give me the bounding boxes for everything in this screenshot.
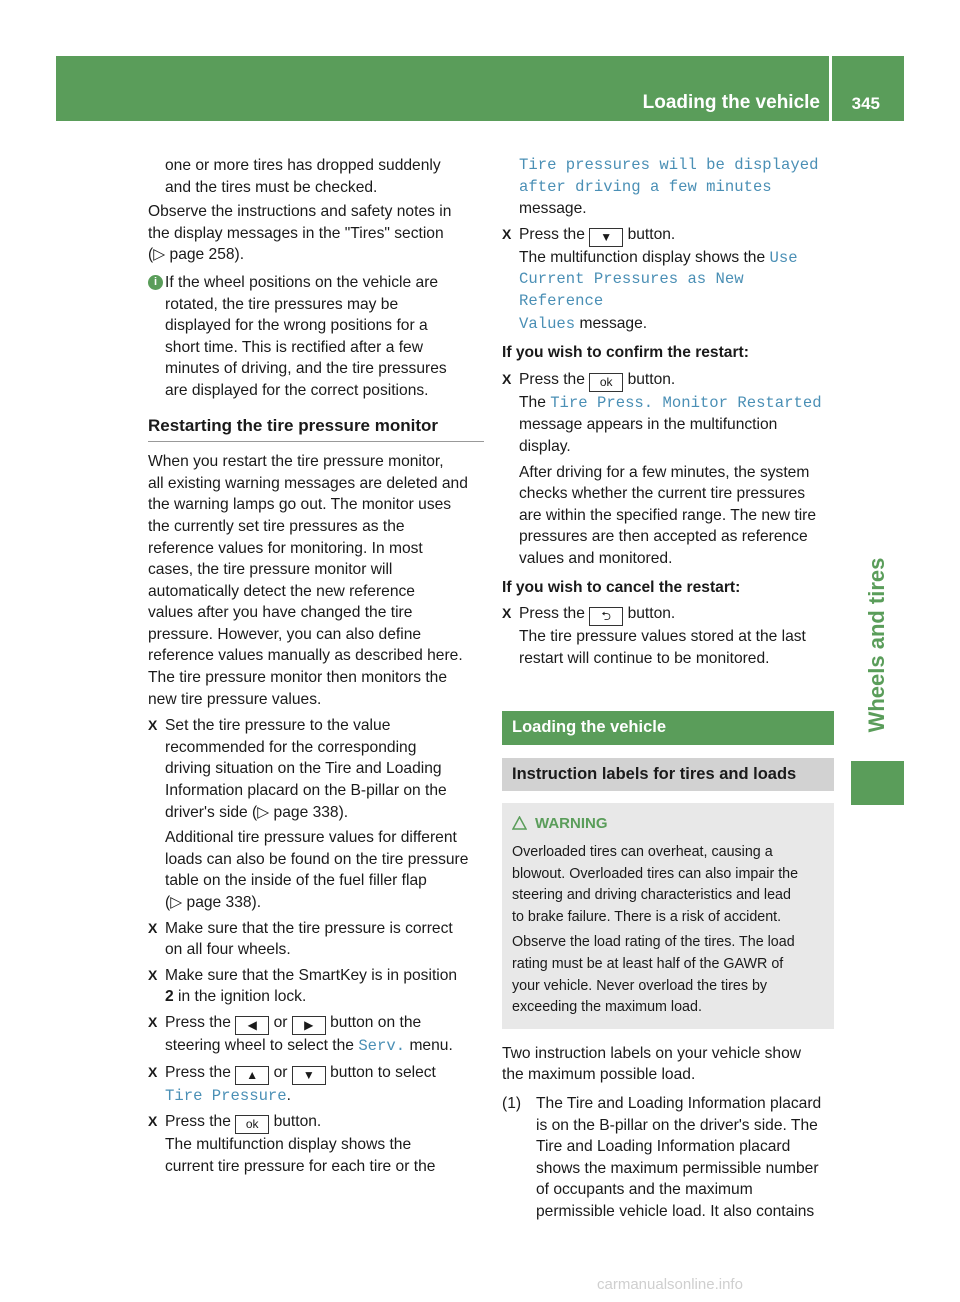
list-item (148, 715, 484, 913)
text-line: shows the maximum permissible number (536, 1159, 819, 1177)
text-fragment: . (286, 1086, 291, 1104)
text-line: driver's side (▷ page 338). (165, 803, 349, 821)
text-line: cases, the tire pressure monitor will (148, 561, 393, 579)
text-line: Additional tire pressure values for different (165, 829, 457, 847)
text-line: pressure. However, you can also define (148, 625, 422, 643)
subheading: If you wish to confirm the restart: (502, 344, 749, 362)
text-line: After driving for a few minutes, the system (519, 463, 810, 481)
text-fragment: Press the (165, 1113, 231, 1131)
text-fragment: or (273, 1013, 288, 1031)
text-line: table on the inside of the fuel filler flap (165, 872, 427, 890)
text-fragment: Press the (519, 225, 585, 243)
list-item (148, 1012, 484, 1058)
subsection-title-bar: Instruction labels for tires and loads (502, 758, 834, 792)
text-line: are within the specified range. The new tire (519, 506, 817, 524)
text-fragment: The multifunction display shows the (519, 248, 770, 266)
right-arrow-key-icon: ▶ (292, 1016, 326, 1035)
text-line: one or more tires has dropped suddenly (165, 157, 441, 174)
text-line (519, 392, 834, 415)
text-line (519, 369, 834, 392)
bullet-x-icon: X (502, 370, 512, 387)
subheading: If you wish to cancel the restart: (502, 578, 741, 596)
text-line: rating must be at least half of the GAWR of (512, 956, 784, 973)
text-line (519, 224, 834, 247)
bullet-x-icon: X (148, 1113, 158, 1130)
text-line: to brake failure. There is a risk of accident. (512, 908, 782, 925)
text-line: new tire pressure values. (148, 690, 322, 708)
page-number: 345 (851, 94, 880, 113)
text-line: restart will continue to be monitored. (519, 649, 770, 667)
list-item (502, 369, 834, 570)
text-line: reference values manually as described here. (148, 647, 463, 665)
watermark: carmanualsonline.info (597, 1276, 743, 1293)
ok-key-icon: ok (589, 373, 623, 392)
display-text: after driving a few minutes (519, 177, 772, 196)
display-text: Values (519, 314, 576, 333)
text-fragment: button. (627, 370, 676, 388)
down-arrow-key-icon: ▼ (589, 228, 623, 247)
text-line: The multifunction display shows the (165, 1136, 412, 1154)
text-line (165, 1035, 484, 1058)
text-line: Make sure that the SmartKey is in position (165, 966, 458, 984)
text-line: rotated, the tire pressures may be (165, 295, 399, 313)
text-line: the maximum possible load. (502, 1066, 696, 1084)
text-line (165, 1062, 484, 1085)
text-line: minutes of driving, and the tire pressures (165, 360, 447, 378)
text-line: checks whether the current tire pressures (519, 485, 806, 503)
text-line: Observe the load rating of the tires. The load (512, 934, 795, 951)
text-fragment: Press the (519, 605, 585, 623)
text-fragment: steering wheel to select the (165, 1036, 359, 1054)
bullet-x-icon: X (148, 966, 158, 983)
text-fragment: button on the (330, 1013, 422, 1031)
down-arrow-key-icon: ▼ (292, 1066, 326, 1085)
list-item (502, 603, 834, 669)
numbered-item (502, 1093, 834, 1223)
info-icon: i (148, 275, 163, 290)
page-ref[interactable]: (▷ page 258). (148, 246, 245, 264)
side-tab (851, 537, 904, 757)
text-line: on all four wheels. (165, 941, 291, 959)
text-line: message. (519, 200, 587, 218)
text-fragment: Press the (519, 370, 585, 388)
text-line: automatically detect the new reference (148, 582, 415, 600)
bullet-x-icon: X (148, 1063, 158, 1080)
list-item (148, 1062, 484, 1108)
bullet-x-icon: X (502, 605, 512, 622)
display-text: Serv. (358, 1036, 406, 1055)
paragraph (148, 451, 484, 710)
text-line: permissible vehicle load. It also contains (536, 1202, 815, 1220)
text-line: the warning lamps go out. The monitor uses (148, 496, 452, 514)
text-line: display. (519, 437, 571, 455)
text-line: steering and driving characteristics and lead (512, 887, 791, 904)
text-line: driving situation on the Tire and Loading (165, 760, 442, 778)
text-line: displayed for the wrong positions for a (165, 317, 428, 335)
text-line: The Tire and Loading Information placard (536, 1095, 822, 1112)
text-line: the display messages in the "Tires" section (148, 224, 444, 242)
text-line: and the tires must be checked. (165, 178, 378, 196)
bullet-x-icon: X (148, 717, 158, 734)
text-line (165, 1111, 484, 1134)
text-line: The tire pressure monitor then monitors the (148, 669, 448, 687)
text-line: loads can also be found on the tire pressure (165, 850, 469, 868)
text-line: are displayed for the correct positions. (165, 381, 429, 399)
side-tab-marker (851, 761, 904, 805)
left-column (148, 155, 484, 1177)
display-text: Tire Pressure (165, 1086, 287, 1105)
warning-title: WARNING (535, 815, 608, 833)
text-line: If the wheel positions on the vehicle are (165, 273, 439, 291)
display-text: Current Pressures as New Reference (519, 270, 744, 310)
ok-key-icon: ok (235, 1115, 269, 1134)
text-line (519, 247, 834, 270)
text-line: the currently set tire pressures as the (148, 517, 405, 535)
bullet-x-icon: X (148, 1013, 158, 1030)
position-number: 2 (165, 988, 174, 1006)
text-line: is on the B-pillar on the driver's side. The (536, 1116, 818, 1134)
text-line: Observe the instructions and safety notes in (148, 203, 452, 221)
display-text: Use (769, 248, 798, 267)
text-line: message appears in the multifunction (519, 416, 778, 434)
text-fragment: message. (575, 314, 648, 332)
section-title-bar: Loading the vehicle (502, 711, 834, 745)
list-item (148, 918, 484, 961)
text-line: values after you have changed the tire (148, 604, 413, 622)
up-arrow-key-icon: ▲ (235, 1066, 269, 1085)
text-line: current tire pressure for each tire or the (165, 1157, 436, 1175)
side-tab-label: Wheels and tires (864, 557, 889, 733)
text-fragment: button. (627, 605, 676, 623)
back-key-icon: ⮌ (589, 607, 623, 626)
text-line: Tire and Loading Information placard (536, 1138, 791, 1156)
text-fragment: menu. (405, 1036, 453, 1054)
text-line: recommended for the corresponding (165, 738, 417, 756)
bullet-x-icon: X (148, 919, 158, 936)
right-column (502, 155, 834, 1223)
text-line: Overloaded tires can overheat, causing a (512, 844, 773, 861)
text-line: Set the tire pressure to the value (165, 717, 391, 735)
list-item (148, 1111, 484, 1177)
text-line: all existing warning messages are deleted and (148, 474, 468, 492)
text-fragment: or (273, 1063, 288, 1081)
text-line: reference values for monitoring. In most (148, 539, 423, 557)
display-text: Tire pressures will be displayed (519, 156, 819, 174)
text-line: Information placard on the B-pillar on the (165, 782, 447, 800)
list-item (502, 224, 834, 335)
text-fragment: button to select (330, 1063, 436, 1081)
text-line: When you restart the tire pressure monitor, (148, 453, 444, 471)
text-line (519, 603, 834, 626)
section-heading: Restarting the tire pressure monitor (148, 415, 484, 443)
list-item (148, 965, 484, 1008)
text-line: blowout. Overloaded tires can also impair the (512, 865, 799, 882)
text-line: Two instruction labels on your vehicle show (502, 1044, 802, 1062)
left-arrow-key-icon: ◀ (235, 1016, 269, 1035)
text-line (165, 1012, 484, 1035)
text-fragment: button. (627, 225, 676, 243)
text-line (519, 313, 834, 336)
text-line: The tire pressure values stored at the last (519, 628, 806, 646)
text-fragment: Press the (165, 1013, 231, 1031)
text-line: pressures are then accepted as reference (519, 528, 808, 546)
header-divider (829, 56, 832, 121)
text-line: short time. This is rectified after a few (165, 338, 423, 356)
warning-header (512, 813, 824, 838)
text-line: exceeding the maximum load. (512, 999, 702, 1016)
page-header (56, 56, 904, 121)
warning-triangle-icon (512, 816, 527, 838)
info-note (148, 272, 484, 402)
text-line (165, 1085, 484, 1108)
item-number: (1) (502, 1095, 522, 1112)
text-fragment: in the ignition lock. (173, 988, 307, 1006)
text-fragment: button. (273, 1113, 322, 1131)
bullet-x-icon: X (502, 225, 512, 242)
text-line: of occupants and the maximum (536, 1181, 753, 1199)
text-fragment: Press the (165, 1063, 231, 1081)
text-line: Make sure that the tire pressure is correct (165, 919, 453, 937)
display-text: Tire Press. Monitor Restarted (550, 393, 822, 412)
text-line (165, 986, 484, 1008)
text-fragment: The (519, 393, 551, 411)
warning-box (502, 803, 834, 1028)
text-line: (▷ page 338). (165, 894, 262, 911)
header-title: Loading the vehicle (642, 92, 820, 113)
text-line: your vehicle. Never overload the tires by (512, 977, 768, 994)
text-line: values and monitored. (519, 549, 673, 567)
